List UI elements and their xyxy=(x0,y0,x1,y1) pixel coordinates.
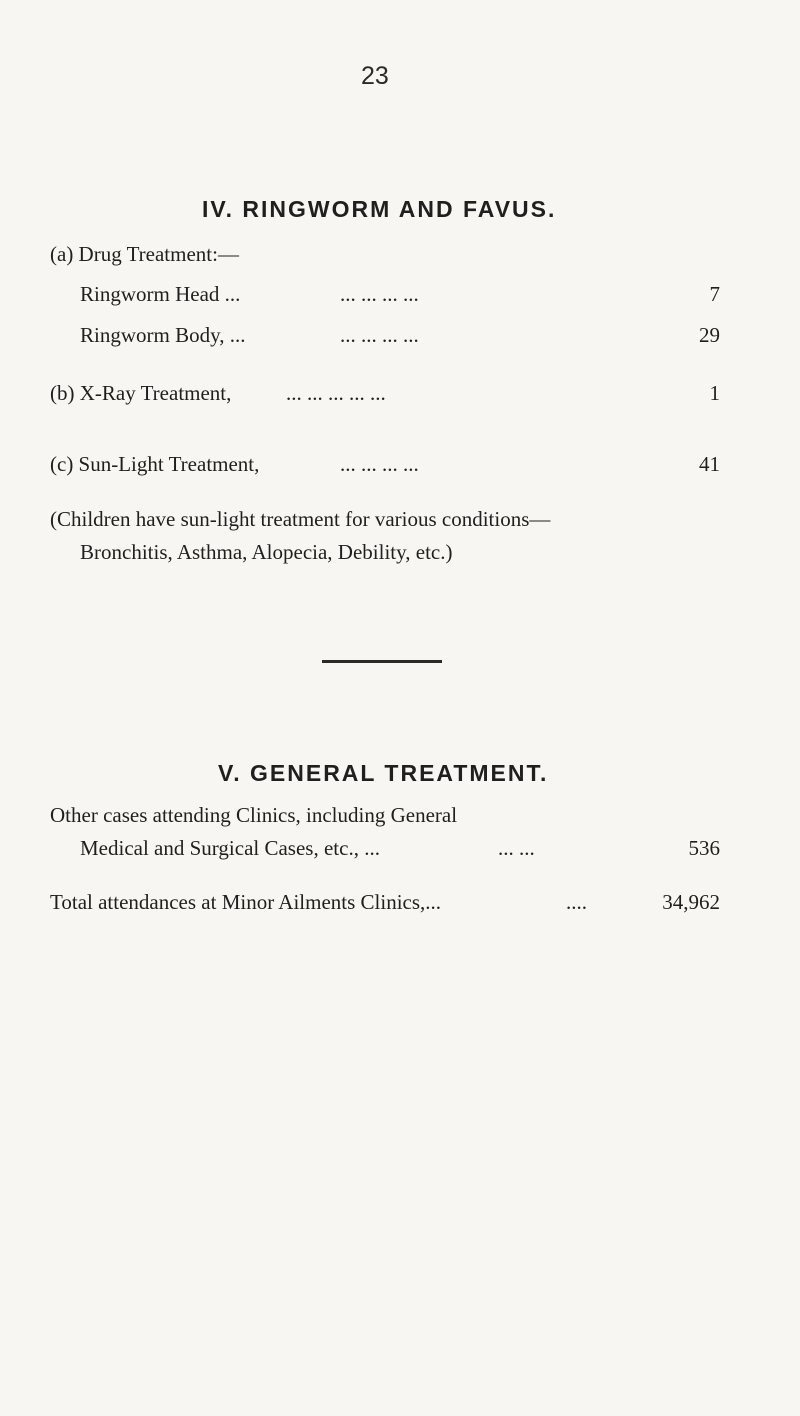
general-treatment-dots: ... ... xyxy=(498,836,535,860)
ringworm-head-value: 7 xyxy=(709,282,720,306)
total-attendances-label: Total attendances at Minor Ailments Clinics,... xyxy=(50,890,442,914)
sunlight-treatment-label: (c) Sun-Light Treatment, xyxy=(50,452,260,476)
sunlight-note-line1: (Children have sun-light treatment for various conditions— xyxy=(50,507,551,531)
general-treatment-line1: Other cases attending Clinics, including General xyxy=(50,803,458,827)
ringworm-head-dots: ... ... ... ... xyxy=(340,282,419,306)
section-divider xyxy=(322,660,442,663)
ringworm-body-label: Ringworm Body, ... xyxy=(80,323,246,347)
total-attendances-dots: .... xyxy=(566,890,587,914)
ringworm-body-value: 29 xyxy=(699,323,720,347)
ringworm-head-label: Ringworm Head ... xyxy=(80,282,241,306)
total-attendances-value: 34,962 xyxy=(662,890,720,914)
drug-treatment-label: (a) Drug Treatment:— xyxy=(50,242,239,266)
general-treatment-line2: Medical and Surgical Cases, etc., ... xyxy=(80,836,380,860)
sunlight-treatment-value: 41 xyxy=(699,452,720,476)
sunlight-note-line2: Bronchitis, Asthma, Alopecia, Debility, etc.) xyxy=(80,540,453,564)
general-treatment-value: 536 xyxy=(688,836,720,860)
page-number: 23 xyxy=(361,62,389,90)
xray-treatment-value: 1 xyxy=(709,381,720,405)
section-iv-heading: IV. RINGWORM AND FAVUS. xyxy=(202,196,557,222)
xray-treatment-dots: ... ... ... ... ... xyxy=(286,381,386,405)
section-v-heading: V. GENERAL TREATMENT. xyxy=(218,760,549,786)
sunlight-treatment-dots: ... ... ... ... xyxy=(340,452,419,476)
ringworm-body-dots: ... ... ... ... xyxy=(340,323,419,347)
xray-treatment-label: (b) X-Ray Treatment, xyxy=(50,381,232,405)
